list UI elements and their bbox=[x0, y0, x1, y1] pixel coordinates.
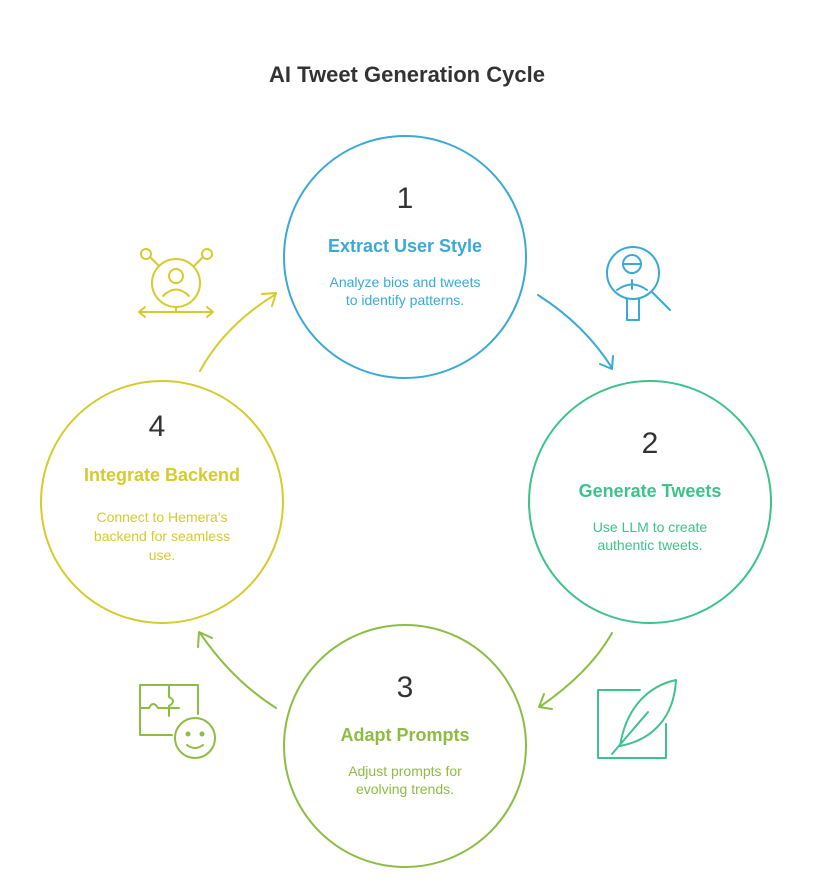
user-network-icon bbox=[139, 249, 213, 317]
step-4-description-line-3: use. bbox=[148, 547, 176, 563]
arrow-3-to-4 bbox=[198, 632, 276, 708]
user-search-icon bbox=[607, 247, 670, 320]
arrow-4-to-1 bbox=[200, 293, 276, 371]
step-1-description-line-1: Analyze bios and tweets bbox=[329, 274, 481, 290]
step-1-title: Extract User Style bbox=[327, 236, 483, 256]
diagram-title: AI Tweet Generation Cycle bbox=[269, 62, 545, 87]
step-3-number: 3 bbox=[396, 671, 414, 704]
step-4-description-line-2: backend for seamless bbox=[93, 528, 231, 544]
puzzle-face-icon bbox=[140, 685, 215, 758]
step-4-number: 4 bbox=[148, 410, 166, 443]
step-3-title: Adapt Prompts bbox=[340, 725, 470, 745]
step-3-circle bbox=[284, 625, 526, 867]
step-2-number: 2 bbox=[641, 427, 659, 460]
step-3-description-line-2: evolving trends. bbox=[355, 781, 455, 797]
step-1-description-line-2: to identify patterns. bbox=[345, 292, 465, 308]
arrow-2-to-3 bbox=[539, 633, 612, 709]
step-2-description-line-1: Use LLM to create bbox=[592, 519, 708, 535]
step-1-circle bbox=[284, 136, 526, 378]
step-4-node bbox=[41, 381, 283, 623]
arrow-1-to-2 bbox=[538, 295, 613, 369]
step-1-node bbox=[284, 136, 526, 378]
step-4-title: Integrate Backend bbox=[83, 465, 241, 485]
step-2-title: Generate Tweets bbox=[578, 481, 722, 501]
step-2-node bbox=[529, 381, 771, 623]
step-3-description-line-1: Adjust prompts for bbox=[348, 763, 462, 779]
step-2-description-line-2: authentic tweets. bbox=[597, 537, 703, 553]
step-3-node bbox=[284, 625, 526, 867]
step-2-circle bbox=[529, 381, 771, 623]
step-1-number: 1 bbox=[396, 182, 414, 215]
quill-pen-icon bbox=[598, 680, 676, 758]
step-4-description-line-1: Connect to Hemera's bbox=[96, 509, 228, 525]
